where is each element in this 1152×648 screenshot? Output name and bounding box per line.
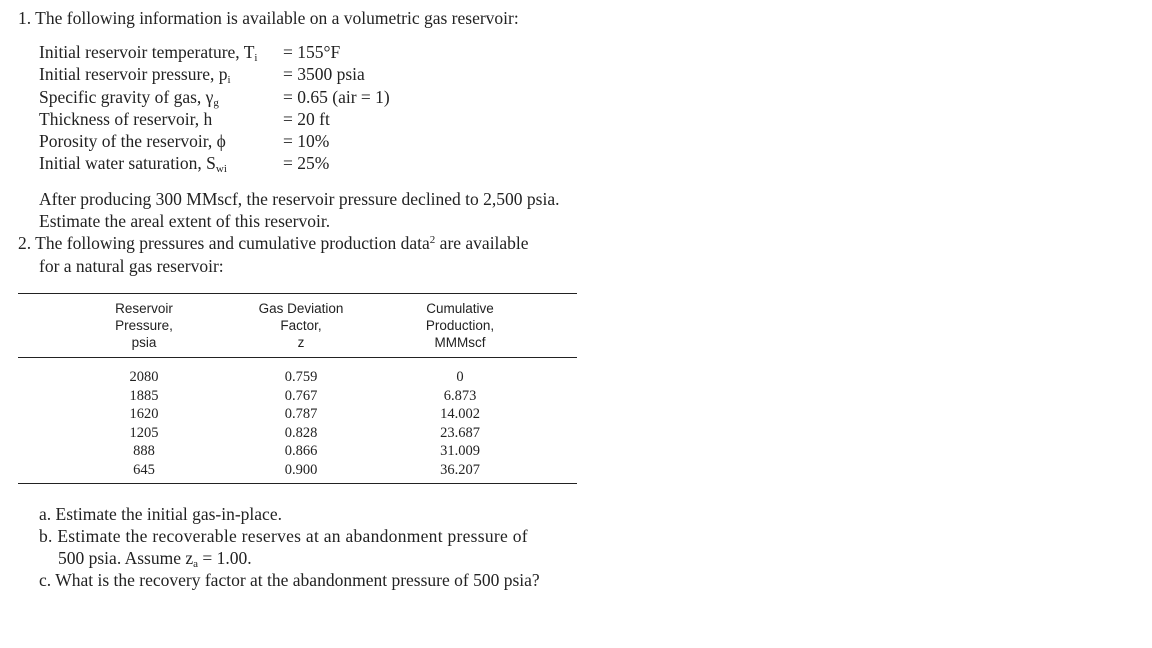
cell-z-factor: 0.787 xyxy=(284,406,318,422)
cell-cumulative-production: 36.207 xyxy=(440,461,480,478)
param-label-gravity: Specific gravity of gas, $\gamma_g$ xyxy=(39,87,219,109)
table-bottom-rule xyxy=(18,483,577,484)
question-a: a. Estimate the initial gas-in-place. xyxy=(39,504,282,524)
table-header-rule xyxy=(18,357,577,358)
header-reservoir-pressure: Reservoir Pressure, psia xyxy=(115,301,173,350)
cell-cumulative-production: 14.002 xyxy=(440,406,480,422)
param-label-thickness: Thickness of reservoir, h xyxy=(39,109,213,129)
problem-1-intro: 1. The following information is available on a volumetric gas reservoir: xyxy=(18,8,519,28)
problem-2-intro-line2: for a natural gas reservoir: xyxy=(39,256,224,276)
param-label-water-saturation: Initial water saturation, $S_{wi}$ xyxy=(39,153,227,175)
cell-cumulative-production: 0 xyxy=(456,369,464,385)
cell-cumulative-production: 31.009 xyxy=(440,443,480,459)
cell-cumulative-production: 6.873 xyxy=(443,387,477,404)
param-value-gravity: = 0.65 (air = 1) xyxy=(283,87,390,107)
cell-z-factor: 0.759 xyxy=(284,369,318,385)
param-label-porosity: Porosity of the reservoir, ϕ xyxy=(39,131,226,151)
param-label-pressure: Initial reservoir pressure, $p_i$ xyxy=(39,64,231,86)
param-value-temperature: = 155°F xyxy=(283,42,341,62)
footnote-marker: 2 xyxy=(429,234,436,246)
problem-1-statement-line2: Estimate the areal extent of this reservoir. xyxy=(39,211,331,231)
cell-z-factor: 0.866 xyxy=(284,443,318,459)
cell-pressure: 1620 xyxy=(129,406,159,422)
param-value-porosity: = 10% xyxy=(283,131,330,151)
header-cumulative-production: Cumulative Production, MMMscf xyxy=(425,301,495,350)
cell-pressure: 2080 xyxy=(129,369,159,385)
question-b-line1: b. Estimate the recoverable reserves at an abandonment pressure of xyxy=(39,526,528,546)
table-top-rule xyxy=(18,293,577,294)
question-c: c. What is the recovery factor at the abandonment pressure of 500 psia? xyxy=(39,570,540,590)
cell-pressure: 1205 xyxy=(129,424,159,441)
problem-1-statement-line1: After producing 300 MMscf, the reservoir pressure declined to 2,500 psia. xyxy=(39,189,560,209)
param-value-thickness: = 20 ft xyxy=(283,109,330,129)
question-b-line2: 500 psia. Assume $z_a = 1.00$. xyxy=(58,548,252,570)
cell-z-factor: 0.767 xyxy=(284,387,318,404)
cell-pressure: 645 xyxy=(133,461,155,478)
param-value-pressure: = 3500 psia xyxy=(283,64,365,84)
problem-2-intro-line1: 2. The following pressures and cumulative production data$^2$ are available xyxy=(18,233,529,253)
header-gas-deviation-factor: Gas Deviation Factor, z xyxy=(258,301,344,350)
param-label-temperature: Initial reservoir temperature, $T_i$ xyxy=(39,42,258,64)
cell-pressure: 1885 xyxy=(129,387,159,404)
cell-pressure: 888 xyxy=(133,443,155,459)
cell-z-factor: 0.900 xyxy=(284,461,318,478)
cell-z-factor: 0.828 xyxy=(284,424,318,441)
cell-cumulative-production: 23.687 xyxy=(440,424,480,441)
param-value-water-saturation: = 25% xyxy=(283,153,330,173)
